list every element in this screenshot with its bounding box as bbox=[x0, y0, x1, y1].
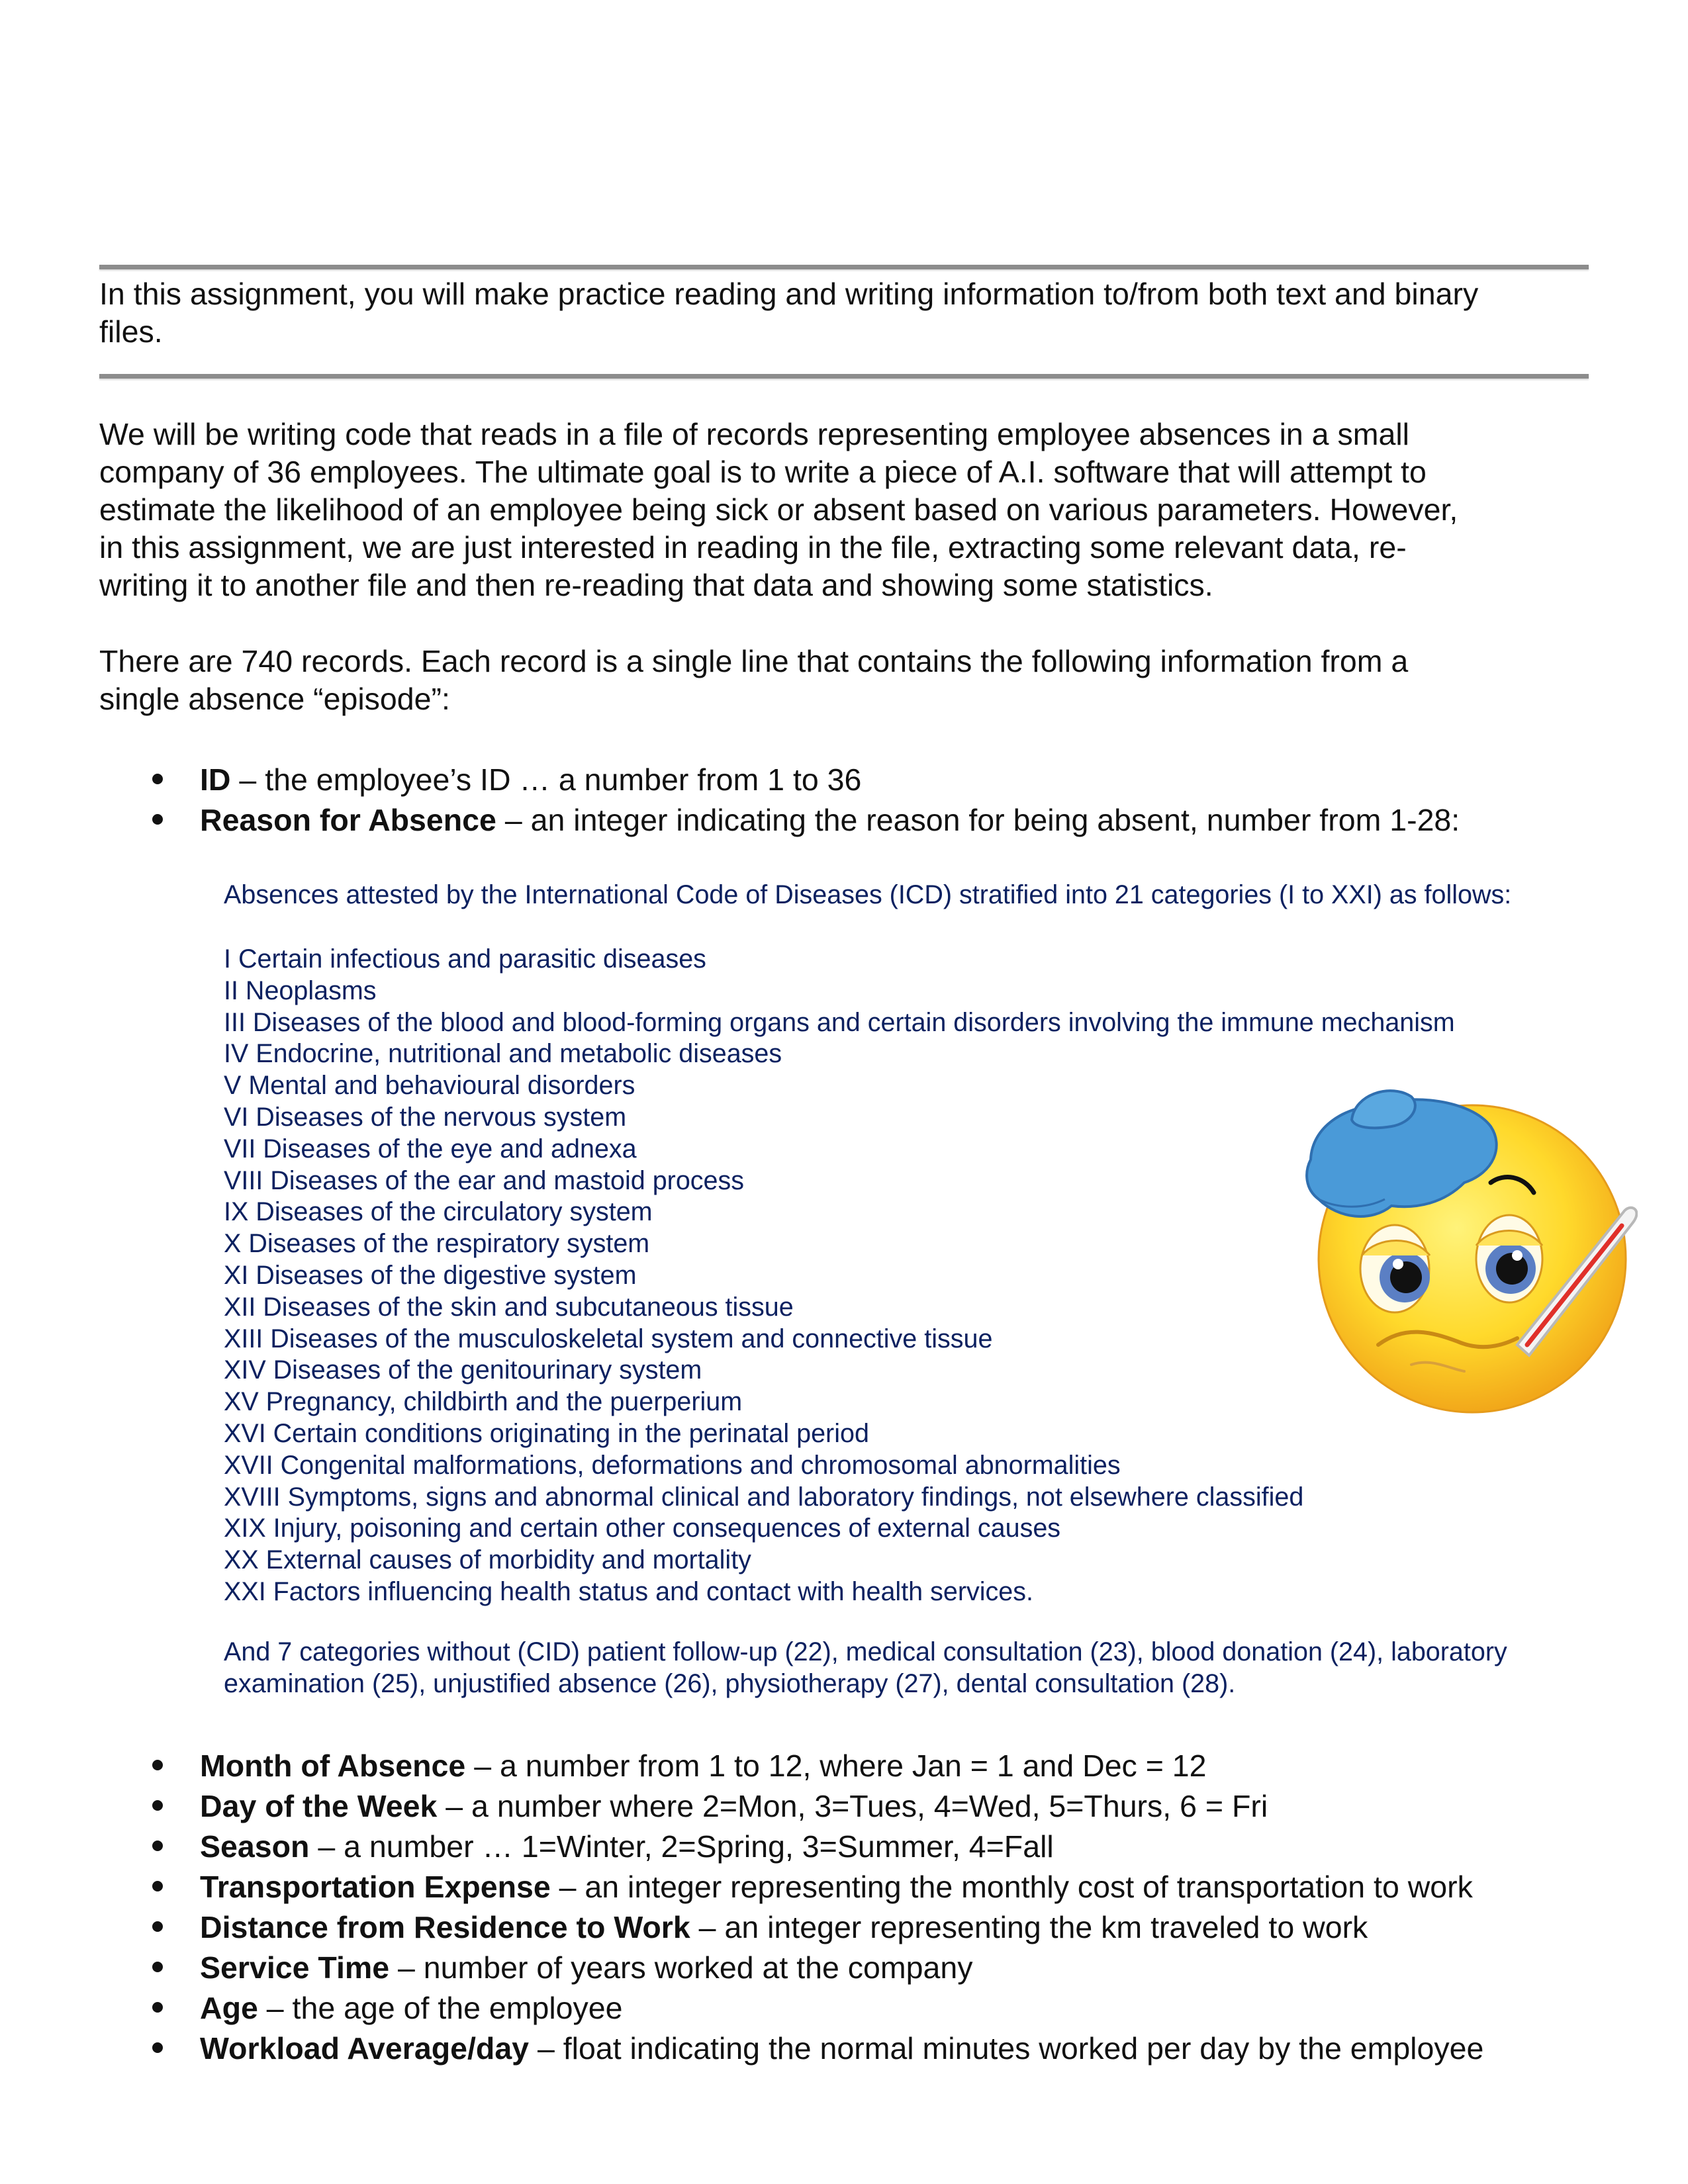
overview-line: in this assignment, we are just interested in reading in the file, extracting some relevant data, re- bbox=[99, 530, 1407, 565]
icd-category-item: XV Pregnancy, childbirth and the puerperium bbox=[224, 1387, 743, 1417]
bullet-icon bbox=[152, 1841, 163, 1851]
icd-category-item: XXI Factors influencing health status and contact with health services. bbox=[224, 1577, 1033, 1606]
overview-line: We will be writing code that reads in a file of records representing employee absences in a small bbox=[99, 417, 1409, 451]
icd-category-item: VI Diseases of the nervous system bbox=[224, 1103, 627, 1132]
icd-category-item: XIII Diseases of the musculoskeletal system and connective tissue bbox=[224, 1324, 993, 1353]
icd-category-item: VII Diseases of the eye and adnexa bbox=[224, 1134, 637, 1163]
sick-emoji-icon bbox=[1299, 1067, 1638, 1424]
bullet-icon bbox=[152, 1760, 163, 1770]
icd-category-item: XIX Injury, poisoning and certain other consequences of external causes bbox=[224, 1514, 1061, 1543]
icd-category-item: XVII Congenital malformations, deformations and chromosomal abnormalities bbox=[224, 1450, 1121, 1480]
field-name: Reason for Absence bbox=[200, 803, 496, 837]
intro-line: files. bbox=[99, 314, 163, 349]
icd-category-item: V Mental and behavioural disorders bbox=[224, 1071, 635, 1101]
field-description: – a number where 2=Mon, 3=Tues, 4=Wed, 5=Thurs, 6 = Fri bbox=[437, 1789, 1268, 1823]
field-description: – an integer indicating the reason for being absent, number from 1-28: bbox=[496, 803, 1460, 837]
icd-extra-line: And 7 categories without (CID) patient follow-up (22), medical consultation (23), blood donation (24), laboratory bbox=[224, 1637, 1507, 1666]
icd-category-item: III Diseases of the blood and blood-forming organs and certain disorders involving the immune mechanism bbox=[224, 1007, 1455, 1037]
icd-category-item: XIV Diseases of the genitourinary system bbox=[224, 1355, 702, 1385]
field-description: – float indicating the normal minutes worked per day by the employee bbox=[529, 2031, 1484, 2066]
field-description: – a number … 1=Winter, 2=Spring, 3=Summer, 4=Fall bbox=[309, 1829, 1054, 1864]
icd-category-item: XI Diseases of the digestive system bbox=[224, 1261, 637, 1290]
records-line: There are 740 records. Each record is a single line that contains the following information from a bbox=[99, 644, 1409, 678]
bullet-icon bbox=[152, 1800, 163, 1811]
top-divider bbox=[99, 265, 1589, 269]
bottom-divider bbox=[99, 374, 1589, 379]
bullet-icon bbox=[152, 1881, 163, 1891]
bullet-icon bbox=[152, 1921, 163, 1932]
overview-line: company of 36 employees. The ultimate goal is to write a piece of A.I. software that will attempt to bbox=[99, 455, 1427, 489]
left-eye-icon bbox=[1360, 1225, 1430, 1312]
icd-category-item: II Neoplasms bbox=[224, 976, 377, 1005]
field-name: Season bbox=[200, 1829, 310, 1864]
icd-category-item: X Diseases of the respiratory system bbox=[224, 1229, 650, 1259]
field-description: – an integer representing the monthly cost of transportation to work bbox=[550, 1870, 1473, 1904]
bullet-icon bbox=[152, 1962, 163, 1972]
field-name: Day of the Week bbox=[200, 1789, 438, 1823]
field-description: – the employee’s ID … a number from 1 to 36 bbox=[230, 762, 862, 797]
bullet-icon bbox=[152, 2042, 163, 2053]
field-name: Distance from Residence to Work bbox=[200, 1910, 690, 1944]
bullet-icon bbox=[152, 2002, 163, 2013]
records-line: single absence “episode”: bbox=[99, 682, 450, 716]
field-name: Transportation Expense bbox=[200, 1870, 551, 1904]
bullet-icon bbox=[152, 814, 163, 825]
intro-line: In this assignment, you will make practice reading and writing information to/from both text and binary bbox=[99, 277, 1479, 311]
icd-category-item: I Certain infectious and parasitic diseases bbox=[224, 944, 706, 974]
bullet-icon bbox=[152, 774, 163, 784]
icd-category-item: XVI Certain conditions originating in the perinatal period bbox=[224, 1419, 869, 1448]
field-name: Workload Average/day bbox=[200, 2031, 530, 2066]
field-name: ID bbox=[200, 762, 231, 797]
overview-line: writing it to another file and then re-reading that data and showing some statistics. bbox=[99, 568, 1213, 602]
field-description: – the age of the employee bbox=[258, 1991, 623, 2025]
field-description: – number of years worked at the company bbox=[389, 1950, 973, 1985]
icd-category-item: IV Endocrine, nutritional and metabolic diseases bbox=[224, 1039, 782, 1069]
icd-category-item: XVIII Symptoms, signs and abnormal clinical and laboratory findings, not elsewhere classified bbox=[224, 1482, 1304, 1512]
icd-category-item: VIII Diseases of the ear and mastoid process bbox=[224, 1165, 745, 1195]
field-name: Month of Absence bbox=[200, 1749, 466, 1783]
icd-intro: Absences attested by the International Code of Diseases (ICD) stratified into 21 categories (I to XXI) as follows: bbox=[224, 880, 1512, 909]
icd-category-item: XII Diseases of the skin and subcutaneous tissue bbox=[224, 1292, 794, 1322]
icd-category-item: IX Diseases of the circulatory system bbox=[224, 1197, 653, 1227]
icd-category-item: XX External causes of morbidity and mortality bbox=[224, 1545, 751, 1575]
field-description: – an integer representing the km traveled to work bbox=[690, 1910, 1368, 1944]
field-name: Service Time bbox=[200, 1950, 390, 1985]
icd-extra-line: examination (25), unjustified absence (26), physiotherapy (27), dental consultation (28). bbox=[224, 1669, 1236, 1698]
field-name: Age bbox=[200, 1991, 258, 2025]
overview-line: estimate the likelihood of an employee being sick or absent based on various parameters. However, bbox=[99, 492, 1458, 527]
right-eye-icon bbox=[1476, 1215, 1542, 1302]
field-description: – a number from 1 to 12, where Jan = 1 and Dec = 12 bbox=[465, 1749, 1207, 1783]
